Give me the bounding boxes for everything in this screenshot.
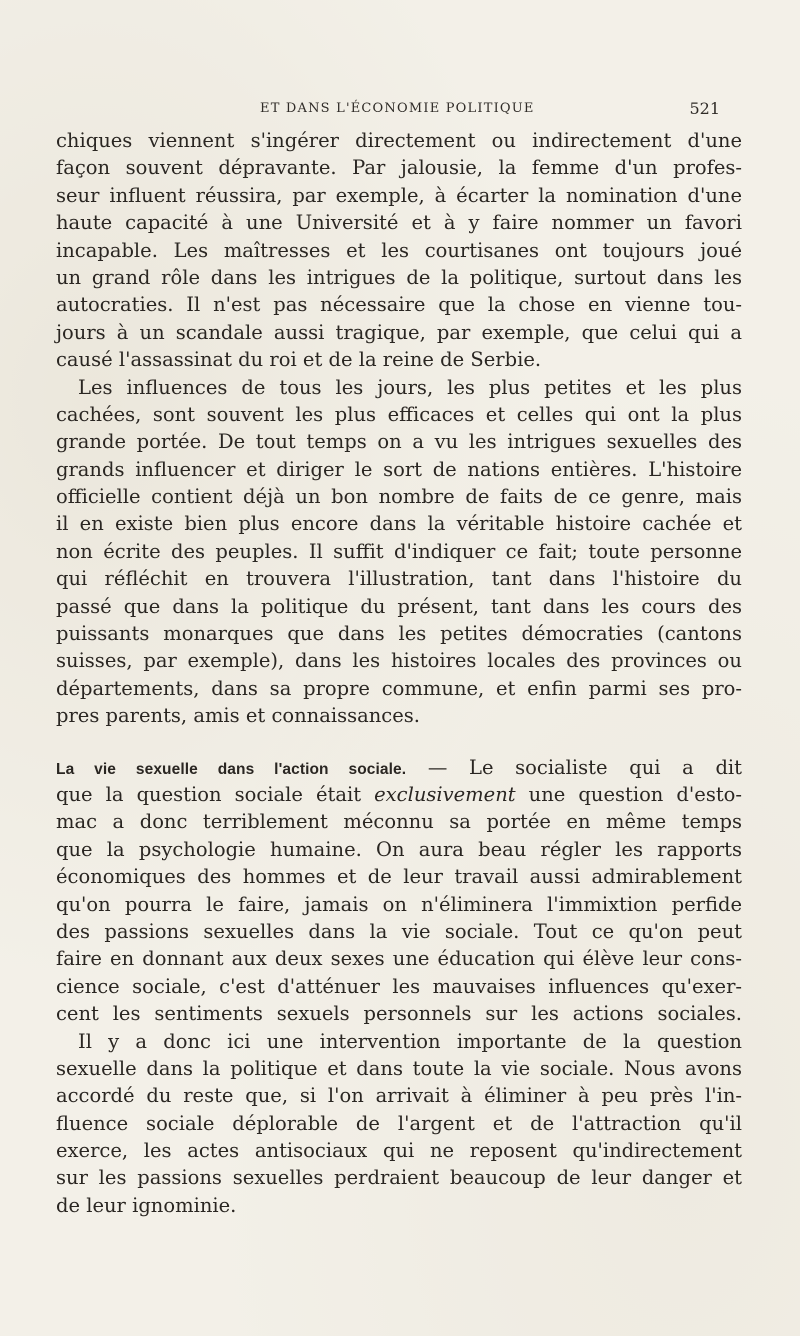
running-title: ET DANS L'ÉCONOMIE POLITIQUE [260, 101, 535, 116]
section-first-line [56, 754, 742, 781]
text-line: qui réfléchit en trouvera l'illustration, tant dans l'histoire du [56, 567, 742, 591]
paragraph-4 [56, 1028, 742, 1220]
text-line: cience sociale, c'est d'atténuer les mauvaises influences qu'exer- [56, 974, 742, 998]
section-line2-after: une question d'esto- [515, 782, 742, 806]
text-line: fluence sociale déplorable de l'argent et de l'attraction qu'il [56, 1111, 742, 1135]
section-heading: La vie sexuelle dans l'action sociale. [56, 760, 407, 778]
text-line: jours à un scandale aussi tragique, par exemple, que celui qui a [56, 320, 742, 344]
text-line: haute capacité à une Université et à y faire nommer un favori [56, 211, 742, 235]
text-line: pres parents, amis et connaissances. [56, 704, 420, 728]
text-line: économiques des hommes et de leur travail aussi admirablement [56, 865, 742, 889]
text-line: cent les sentiments sexuels personnels sur les actions sociales. [56, 1002, 742, 1026]
text-line: départements, dans sa propre commune, et enfin parmi ses pro- [56, 676, 742, 700]
text-line: autocraties. Il n'est pas nécessaire que la chose en vienne tou- [56, 293, 742, 317]
text-line: cachées, sont souvent les plus efficaces et celles qui ont la plus [56, 402, 742, 426]
text-line: puissants monarques que dans les petites démocraties (cantons [56, 622, 742, 646]
text-line: non écrite des peuples. Il suffit d'indiquer ce fait; toute personne [56, 539, 742, 563]
text-line: des passions sexuelles dans la vie sociale. Tout ce qu'on peut [56, 919, 742, 943]
text-line: suisses, par exemple), dans les histoires locales des provinces ou [56, 649, 742, 673]
text-line: sur les passions sexuelles perdraient beaucoup de leur danger et [56, 1166, 742, 1190]
text-line: passé que dans la politique du présent, tant dans les cours des [56, 594, 742, 618]
page-number: 521 [689, 99, 720, 118]
text-line: il en existe bien plus encore dans la véritable histoire cachée et [56, 512, 742, 536]
text-line: accordé du reste que, si l'on arrivait à éliminer à peu près l'in- [56, 1084, 742, 1108]
text-line: Il y a donc ici une intervention importante de la question [78, 1029, 742, 1053]
paragraph-2 [56, 374, 742, 730]
text-line: chiques viennent s'ingérer directement ou indirectement d'une [56, 129, 742, 152]
running-header [0, 101, 800, 121]
emphasis-text: exclusivement [374, 782, 516, 806]
section-first-line-rest: — Le socialiste qui a dit [406, 755, 742, 779]
text-line: officielle contient déjà un bon nombre de faits de ce genre, mais [56, 485, 742, 509]
text-line: faire en donnant aux deux sexes une éducation qui élève leur cons- [56, 947, 742, 971]
text-line: mac a donc terriblement méconnu sa portée en même temps [56, 810, 742, 834]
text-line: de leur ignominie. [56, 1193, 237, 1217]
text-line: sexuelle dans la politique et dans toute la vie sociale. Nous avons [56, 1056, 742, 1080]
text-line: exerce, les actes antisociaux qui ne reposent qu'indirectement [56, 1139, 742, 1163]
text-line: incapable. Les maîtresses et les courtisanes ont toujours joué [56, 238, 742, 262]
section-sexual-life [56, 754, 742, 1028]
text-line: façon souvent dépravante. Par jalousie, la femme d'un profes- [56, 156, 742, 180]
body-text [56, 127, 742, 1219]
text-line: qu'on pourra le faire, jamais on n'éliminera l'immixtion perfide [56, 892, 742, 916]
text-line: un grand rôle dans les intrigues de la politique, surtout dans les [56, 265, 742, 289]
text-line: que la psychologie humaine. On aura beau régler les rapports [56, 837, 742, 861]
text-line: Les influences de tous les jours, les plus petites et les plus [78, 375, 742, 399]
paragraph-1 [56, 127, 742, 374]
text-line: seur influent réussira, par exemple, à écarter la nomination d'une [56, 183, 742, 207]
text-line: grands influencer et diriger le sort de nations entières. L'histoire [56, 457, 742, 481]
section-line2-before: que la question sociale était [56, 782, 375, 806]
text-line: causé l'assassinat du roi et de la reine de Serbie. [56, 348, 542, 372]
section-second-line [56, 781, 742, 808]
text-line: grande portée. De tout temps on a vu les intrigues sexuelles des [56, 430, 742, 454]
section-gap [56, 730, 742, 754]
